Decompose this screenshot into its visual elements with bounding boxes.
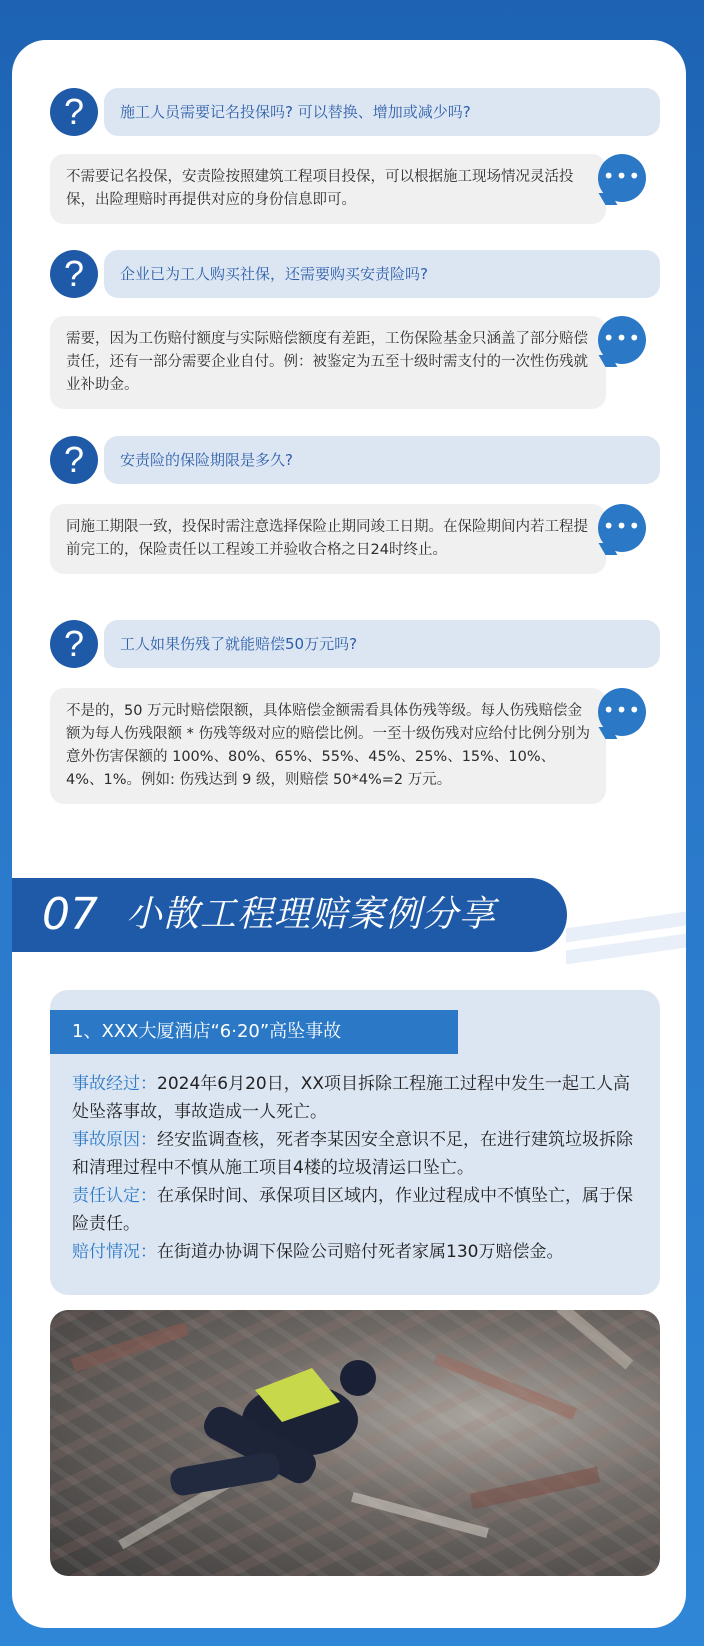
case-detail-text: 2024年6月20日，XX项目拆除工程施工过程中发生一起工人高处坠落事故，事故造成一人死亡。 xyxy=(72,1074,631,1122)
answer-text: 不需要记名投保，安责险按照建筑工程项目投保，可以根据施工现场情况灵活投保，出险理赔时再提供对应的身份信息即可。 xyxy=(50,154,606,224)
case-detail-row xyxy=(72,1126,644,1182)
section-title: 小散工程理赔案例分享 xyxy=(126,894,497,935)
question-icon: ? xyxy=(50,620,98,668)
question-text: 施工人员需要记名投保吗? 可以替换、增加或减少吗? xyxy=(104,88,660,136)
accident-scene-illustration xyxy=(50,1310,660,1576)
case-box xyxy=(50,990,660,1295)
case-detail-label: 责任认定： xyxy=(72,1186,157,1206)
section-banner xyxy=(12,878,567,952)
answer-text: 同施工期限一致，投保时需注意选择保险止期同竣工日期。在保险期间内若工程提前完工的，保险责任以工程竣工并验收合格之日24时终止。 xyxy=(50,504,606,574)
question-text: 企业已为工人购买社保，还需要购买安责险吗? xyxy=(104,250,660,298)
case-detail-text: 在承保时间、承保项目区域内，作业过程成中不慎坠亡，属于保险责任。 xyxy=(72,1186,633,1234)
case-details xyxy=(72,1070,644,1266)
chat-bubble-icon: ••• xyxy=(598,688,646,736)
case-title: 1、XXX大厦酒店“6·20”高坠事故 xyxy=(50,1010,458,1054)
case-detail-label: 事故经过： xyxy=(72,1074,157,1094)
case-detail-row xyxy=(72,1238,644,1266)
accident-photo xyxy=(50,1310,660,1576)
question-text: 工人如果伤残了就能赔偿50万元吗? xyxy=(104,620,660,668)
case-detail-row xyxy=(72,1182,644,1238)
case-detail-label: 事故原因： xyxy=(72,1130,157,1150)
section-number: 07 xyxy=(42,889,98,940)
chat-bubble-icon: ••• xyxy=(598,316,646,364)
chat-bubble-icon: ••• xyxy=(598,504,646,552)
case-detail-label: 赔付情况： xyxy=(72,1242,157,1262)
answer-text: 不是的，50 万元时赔偿限额，具体赔偿金额需看具体伤残等级。每人伤残赔偿金额为每人伤残限额 * 伤残等级对应的赔偿比例。一至十级伤残对应给付比例分别为意外伤害保额的 100%、80%、65%、55%、45%、25%、15%、10%、4%、1%。例如: 伤残达到 9 级，则赔偿 50*4%=2 万元。 xyxy=(50,688,606,804)
answer-text: 需要，因为工伤赔付额度与实际赔偿额度有差距，工伤保险基金只涵盖了部分赔偿责任，还有一部分需要企业自付。例：被鉴定为五至十级时需支付的一次性伤残就业补助金。 xyxy=(50,316,606,409)
question-icon: ? xyxy=(50,436,98,484)
case-detail-row xyxy=(72,1070,644,1126)
chat-bubble-icon: ••• xyxy=(598,154,646,202)
question-icon: ? xyxy=(50,250,98,298)
case-detail-text: 在街道办协调下保险公司赔付死者家属130万赔偿金。 xyxy=(157,1242,564,1262)
question-text: 安责险的保险期限是多久? xyxy=(104,436,660,484)
case-detail-text: 经安监调查核，死者李某因安全意识不足，在进行建筑垃圾拆除和清理过程中不慎从施工项目4楼的垃圾清运口坠亡。 xyxy=(72,1130,633,1178)
content-card xyxy=(12,40,686,1628)
question-icon: ? xyxy=(50,88,98,136)
